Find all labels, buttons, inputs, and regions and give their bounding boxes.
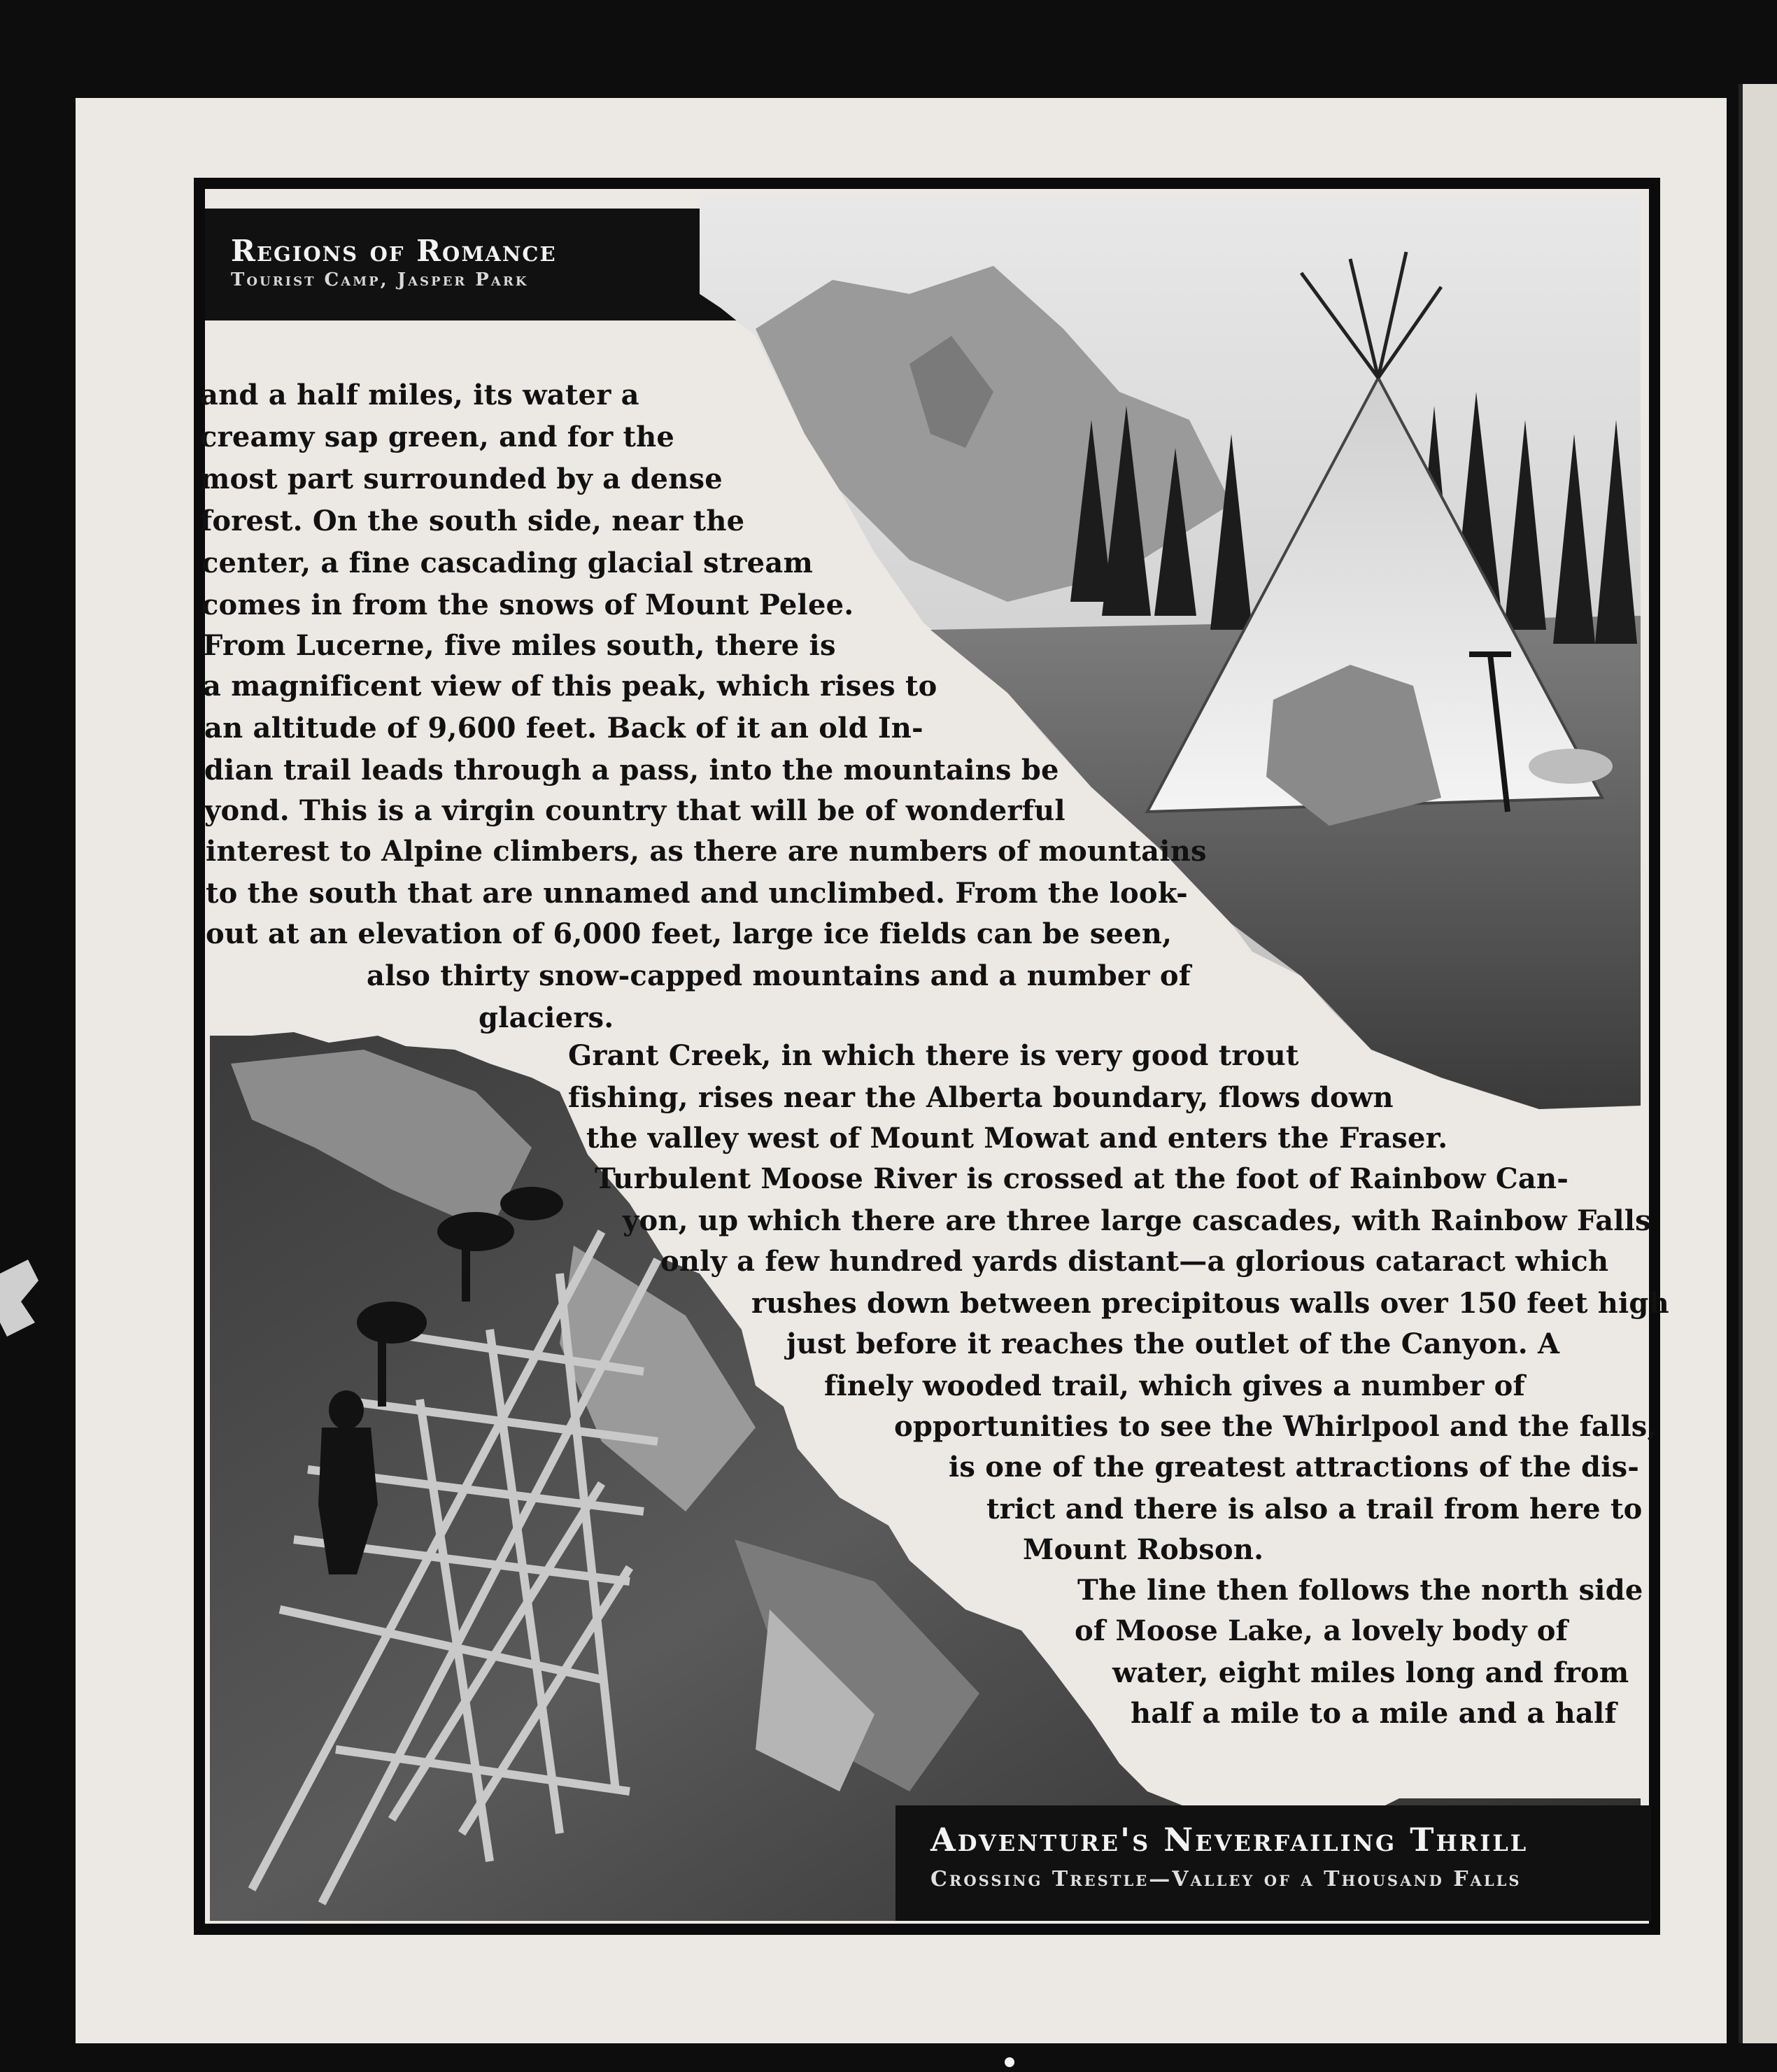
text-line: an altitude of 9,600 feet. Back of it an old In-: [204, 712, 923, 745]
text-line: finely wooded trail, which gives a number of: [824, 1369, 1525, 1402]
text-line: a magnificent view of this peak, which rises to: [203, 670, 937, 703]
text-line: water, eight miles long and from: [1112, 1656, 1629, 1689]
text-line: half a mile to a mile and a half: [1131, 1697, 1617, 1730]
text-line: yond. This is a virgin country that will be of wonderful: [204, 794, 1066, 827]
text-line: The line then follows the north side: [1077, 1574, 1643, 1607]
text-line: comes in from the snows of Mount Pelee.: [201, 589, 854, 621]
margin-smudge: [0, 1260, 42, 1344]
text-line: of Moose Lake, a lovely body of: [1075, 1614, 1569, 1647]
text-line: the valley west of Mount Mowat and enters the Fraser.: [586, 1122, 1448, 1155]
text-line: center, a fine cascading glacial stream: [201, 547, 813, 579]
text-line: out at an elevation of 6,000 feet, large ice fields can be seen,: [206, 917, 1173, 950]
text-line: From Lucerne, five miles south, there is: [203, 629, 836, 662]
text-line: glaciers.: [479, 1001, 614, 1034]
text-line: also thirty snow-capped mountains and a number of: [367, 959, 1191, 992]
bottom-caption-title: Adventure's Neverfailing Thrill: [930, 1821, 1529, 1859]
text-line: fishing, rises near the Alberta boundary, flows down: [568, 1081, 1394, 1114]
text-line: Grant Creek, in which there is very good trout: [568, 1039, 1299, 1072]
text-line: trict and there is also a trail from here to: [986, 1493, 1643, 1525]
text-line: most part surrounded by a dense: [200, 463, 723, 495]
text-line: forest. On the south side, near the: [200, 505, 745, 537]
text-line: and a half miles, its water a: [200, 379, 639, 411]
bottom-caption-subtitle: Crossing Trestle—Valley of a Thousand Falls: [930, 1867, 1522, 1891]
top-caption-title: Regions of Romance: [231, 234, 557, 268]
text-line: to the south that are unnamed and unclimbed. From the look-: [206, 877, 1188, 910]
top-caption-subtitle: Tourist Camp, Jasper Park: [231, 269, 529, 290]
text-line: Mount Robson.: [1023, 1533, 1264, 1566]
text-line: opportunities to see the Whirlpool and the falls,: [894, 1410, 1657, 1443]
text-line: creamy sap green, and for the: [200, 421, 675, 453]
text-line: just before it reaches the outlet of the Canyon. A: [786, 1327, 1560, 1360]
text-line: is one of the greatest attractions of the dis-: [949, 1451, 1640, 1483]
text-line: rushes down between precipitous walls over 150 feet high: [751, 1287, 1669, 1320]
text-line: dian trail leads through a pass, into the mountains be: [204, 754, 1059, 787]
text-line: Turbulent Moose River is crossed at the foot of Rainbow Can-: [595, 1162, 1569, 1195]
text-line: only a few hundred yards distant—a glorious cataract which: [660, 1245, 1609, 1278]
text-line: interest to Alpine climbers, as there are numbers of mountains: [206, 835, 1207, 868]
page-speck: [1005, 2057, 1014, 2067]
text-line: yon, up which there are three large cascades, with Rainbow Falls: [623, 1204, 1651, 1237]
